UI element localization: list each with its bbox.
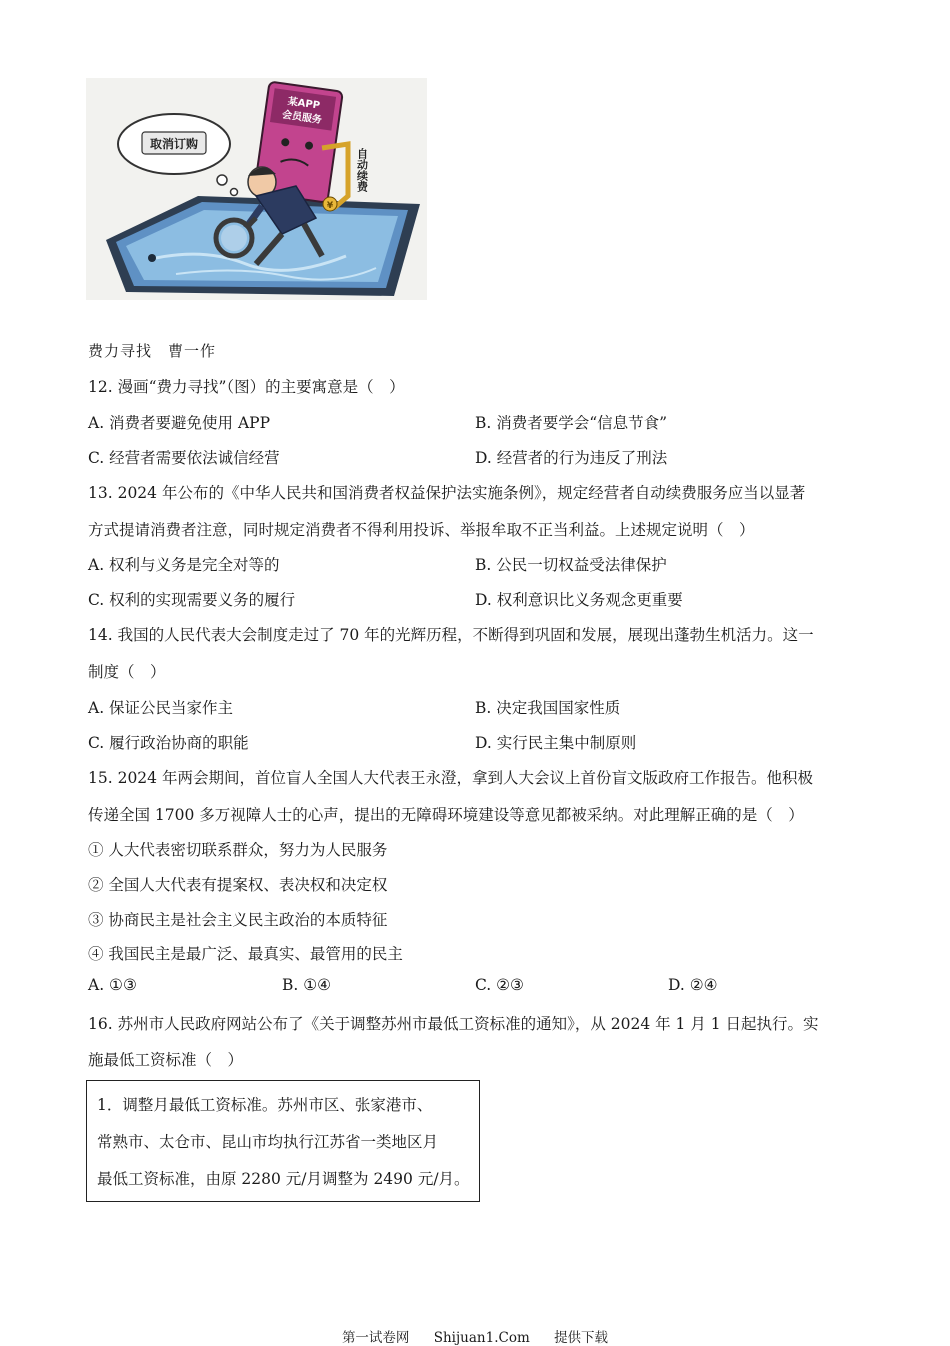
q12-option-d[interactable]: D. 经营者的行为违反了刑法 — [475, 449, 668, 467]
notice-line-3: 最低工资标准，由原 2280 元/月调整为 2490 元/月。 — [97, 1170, 470, 1188]
footer-site-url[interactable]: Shijuan1.Com — [433, 1330, 530, 1346]
footer-site-name: 第一试卷网 — [341, 1330, 410, 1346]
q14-option-d[interactable]: D. 实行民主集中制原则 — [475, 734, 637, 752]
question-16-stem-line2: 施最低工资标准（ ） — [88, 1051, 244, 1069]
cartoon-illustration — [86, 78, 427, 300]
question-13-stem-line1: 13. 2024 年公布的《中华人民共和国消费者权益保护法实施条例》，规定经营者自动续费服务应当以显著 — [88, 484, 806, 502]
q12-option-a[interactable]: A. 消费者要避免使用 APP — [88, 414, 271, 432]
card-line1: 某APP — [286, 96, 321, 112]
q15-option-b[interactable]: B. ①④ — [282, 976, 332, 994]
q12-option-c[interactable]: C. 经营者需要依法诚信经营 — [88, 449, 280, 467]
page-footer — [0, 1326, 950, 1346]
q15-statement-2: ② 全国人大代表有提案权、表决权和决定权 — [88, 876, 388, 894]
question-14-stem-line2: 制度（ ） — [88, 663, 166, 681]
question-14-stem-line1: 14. 我国的人民代表大会制度走过了 70 年的光辉历程，不断得到巩固和发展，展现出蓬勃生机活力。这一 — [88, 626, 814, 644]
q15-option-c[interactable]: C. ②③ — [475, 976, 524, 994]
coin-icon: ¥ — [326, 201, 334, 211]
q15-option-d[interactable]: D. ②④ — [668, 976, 718, 994]
question-16-stem-line1: 16. 苏州市人民政府网站公布了《关于调整苏州市最低工资标准的通知》，从 2024 年 1 月 1 日起执行。实 — [88, 1015, 819, 1033]
notice-line-2: 常熟市、太仓市、昆山市均执行江苏省一类地区月 — [97, 1133, 439, 1151]
q13-option-b[interactable]: B. 公民一切权益受法律保护 — [475, 556, 667, 574]
question-12-stem: 12. 漫画“费力寻找”（图）的主要寓意是（ ） — [88, 378, 405, 396]
minimum-wage-notice-box — [86, 1080, 480, 1202]
question-13-stem-line2: 方式提请消费者注意，同时规定消费者不得利用投诉、举报牟取不正当利益。上述规定说明（ ） — [88, 521, 755, 539]
q13-option-d[interactable]: D. 权利意识比义务观念更重要 — [475, 591, 683, 609]
q15-statement-1: ① 人大代表密切联系群众，努力为人民服务 — [88, 841, 388, 859]
q15-statement-3: ③ 协商民主是社会主义民主政治的本质特征 — [88, 911, 388, 929]
q13-option-c[interactable]: C. 权利的实现需要义务的履行 — [88, 591, 296, 609]
question-15-stem-line1: 15. 2024 年两会期间，首位盲人全国人大代表王永澄，拿到人大会议上首份盲文版政府工作报告。他积极 — [88, 769, 813, 787]
q14-option-a[interactable]: A. 保证公民当家作主 — [88, 699, 234, 717]
question-15-stem-line2: 传递全国 1700 多万视障人士的心声，提出的无障碍环境建设等意见都被采纳。对此理解正确的是（ ） — [88, 806, 804, 824]
q14-option-c[interactable]: C. 履行政治协商的职能 — [88, 734, 249, 752]
cartoon-caption: 费力寻找 曹一作 — [88, 342, 217, 360]
notice-line-1: 1．调整月最低工资标准。苏州市区、张家港市、 — [97, 1096, 433, 1114]
q12-option-b[interactable]: B. 消费者要学会“信息节食” — [475, 414, 668, 432]
q15-statement-4: ④ 我国民主是最广泛、最真实、最管用的民主 — [88, 945, 403, 963]
footer-download-text: 提供下载 — [554, 1330, 609, 1346]
q15-option-a[interactable]: A. ①③ — [88, 976, 137, 994]
q13-option-a[interactable]: A. 权利与义务是完全对等的 — [88, 556, 280, 574]
q14-option-b[interactable]: B. 决定我国国家性质 — [475, 699, 621, 717]
card-line2: 会员服务 — [281, 109, 323, 127]
auto-renew-tag: 自动续费 — [355, 148, 369, 192]
cloud-text: 取消订购 — [149, 137, 199, 151]
